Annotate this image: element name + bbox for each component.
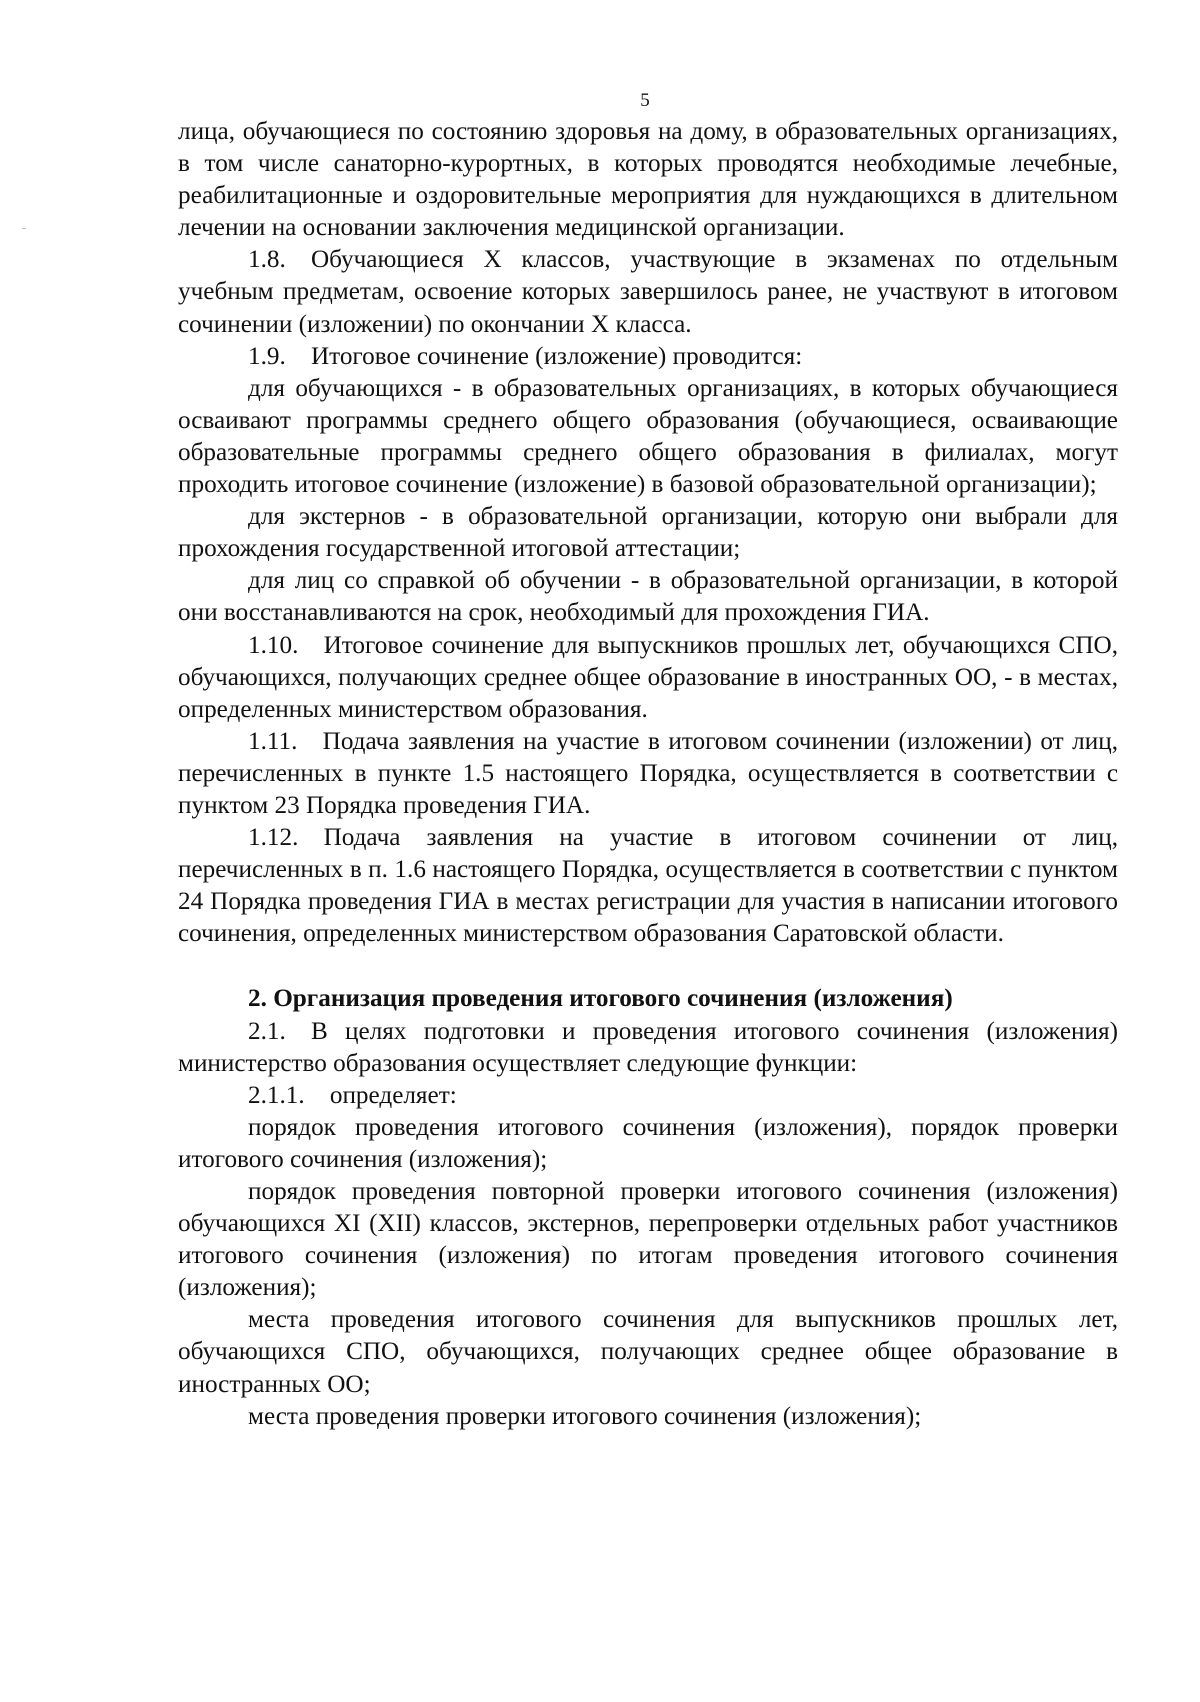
paragraph-1-12: 1.12. Подача заявления на участие в итоговом сочинении от лиц, перечисленных в п. 1.6 настоящего Порядка, осуществляется в соответствии с пунктом 24 Порядка проведения ГИА в местах регистрации для участия в написании итогового сочинения, определенных министерством образования Саратовской области. bbox=[178, 824, 1118, 948]
section-spacer bbox=[178, 950, 1118, 983]
paragraph-continuation: лица, обучающиеся по состоянию здоровья на дому, в образовательных организациях, в том числе санаторно-курортных, в которых проводятся необходимые лечебные, реабилитационные и оздоровительные мероприятия для нуждающихся в длительном лечении на основании заключения медицинской организации. bbox=[178, 118, 1118, 242]
page-number: 5 bbox=[640, 90, 650, 111]
paragraph-1-10: 1.10. Итоговое сочинение для выпускников прошлых лет, обучающихся СПО, обучающихся, получающих среднее общее образование в иностранных ОО, - в местах, определенных министерством образования. bbox=[178, 631, 1118, 723]
paragraph-1-8: 1.8. Обучающиеся X классов, участвующие в экзаменах по отдельным учебным предметам, освоение которых завершилось ранее, не участвуют в итоговом сочинении (изложении) по окончании X класса. bbox=[178, 246, 1118, 338]
paragraph-procedure: порядок проведения итогового сочинения (изложения), порядок проверки итогового сочинения (изложения); bbox=[178, 1113, 1118, 1173]
paragraph-for-students: для обучающихся - в образовательных организациях, в которых обучающиеся осваивают программы среднего общего образования (обучающиеся, осваивающие образовательные программы среднего общего образования в филиалах, могут проходить итоговое сочинение (изложение) в базовой образовательной организации); bbox=[178, 374, 1118, 499]
document-body bbox=[178, 116, 1118, 1433]
paragraph-1-11: 1.11. Подача заявления на участие в итоговом сочинении (изложении) от лиц, перечисленных в пункте 1.5 настоящего Порядка, осуществляется в соответствии с пунктом 23 Порядка проведения ГИА. bbox=[178, 727, 1118, 819]
paragraph-2-1-1: 2.1.1. определяет: bbox=[248, 1081, 457, 1109]
paragraph-2-1: 2.1. В целях подготовки и проведения итогового сочинения (изложения) министерство образования осуществляет следующие функции: bbox=[178, 1017, 1118, 1077]
paragraph-for-externs: для экстернов - в образовательной организации, которую они выбрали для прохождения государственной итоговой аттестации; bbox=[178, 503, 1118, 563]
paragraph-exam-locations: места проведения итогового сочинения для выпускников прошлых лет, обучающихся СПО, обучающихся, получающих среднее общее образование в иностранных ОО; bbox=[178, 1306, 1118, 1398]
paragraph-1-9: 1.9. Итоговое сочинение (изложение) проводится: bbox=[248, 342, 803, 370]
paragraph-check-locations: места проведения проверки итогового сочинения (изложения); bbox=[248, 1402, 922, 1430]
section-2-heading: 2. Организация проведения итогового сочинения (изложения) bbox=[248, 985, 953, 1013]
paragraph-recheck-procedure: порядок проведения повторной проверки итогового сочинения (изложения) обучающихся XI (XII) классов, экстернов, перепроверки отдельных работ участников итогового сочинения (изложения) по итогам проведения итогового сочинения (изложения); bbox=[178, 1178, 1118, 1302]
paragraph-for-certificate-holders: для лиц со справкой об обучении - в образовательной организации, в которой они восстанавливаются на срок, необходимый для прохождения ГИА. bbox=[178, 567, 1118, 627]
scan-artifact bbox=[22, 228, 26, 229]
